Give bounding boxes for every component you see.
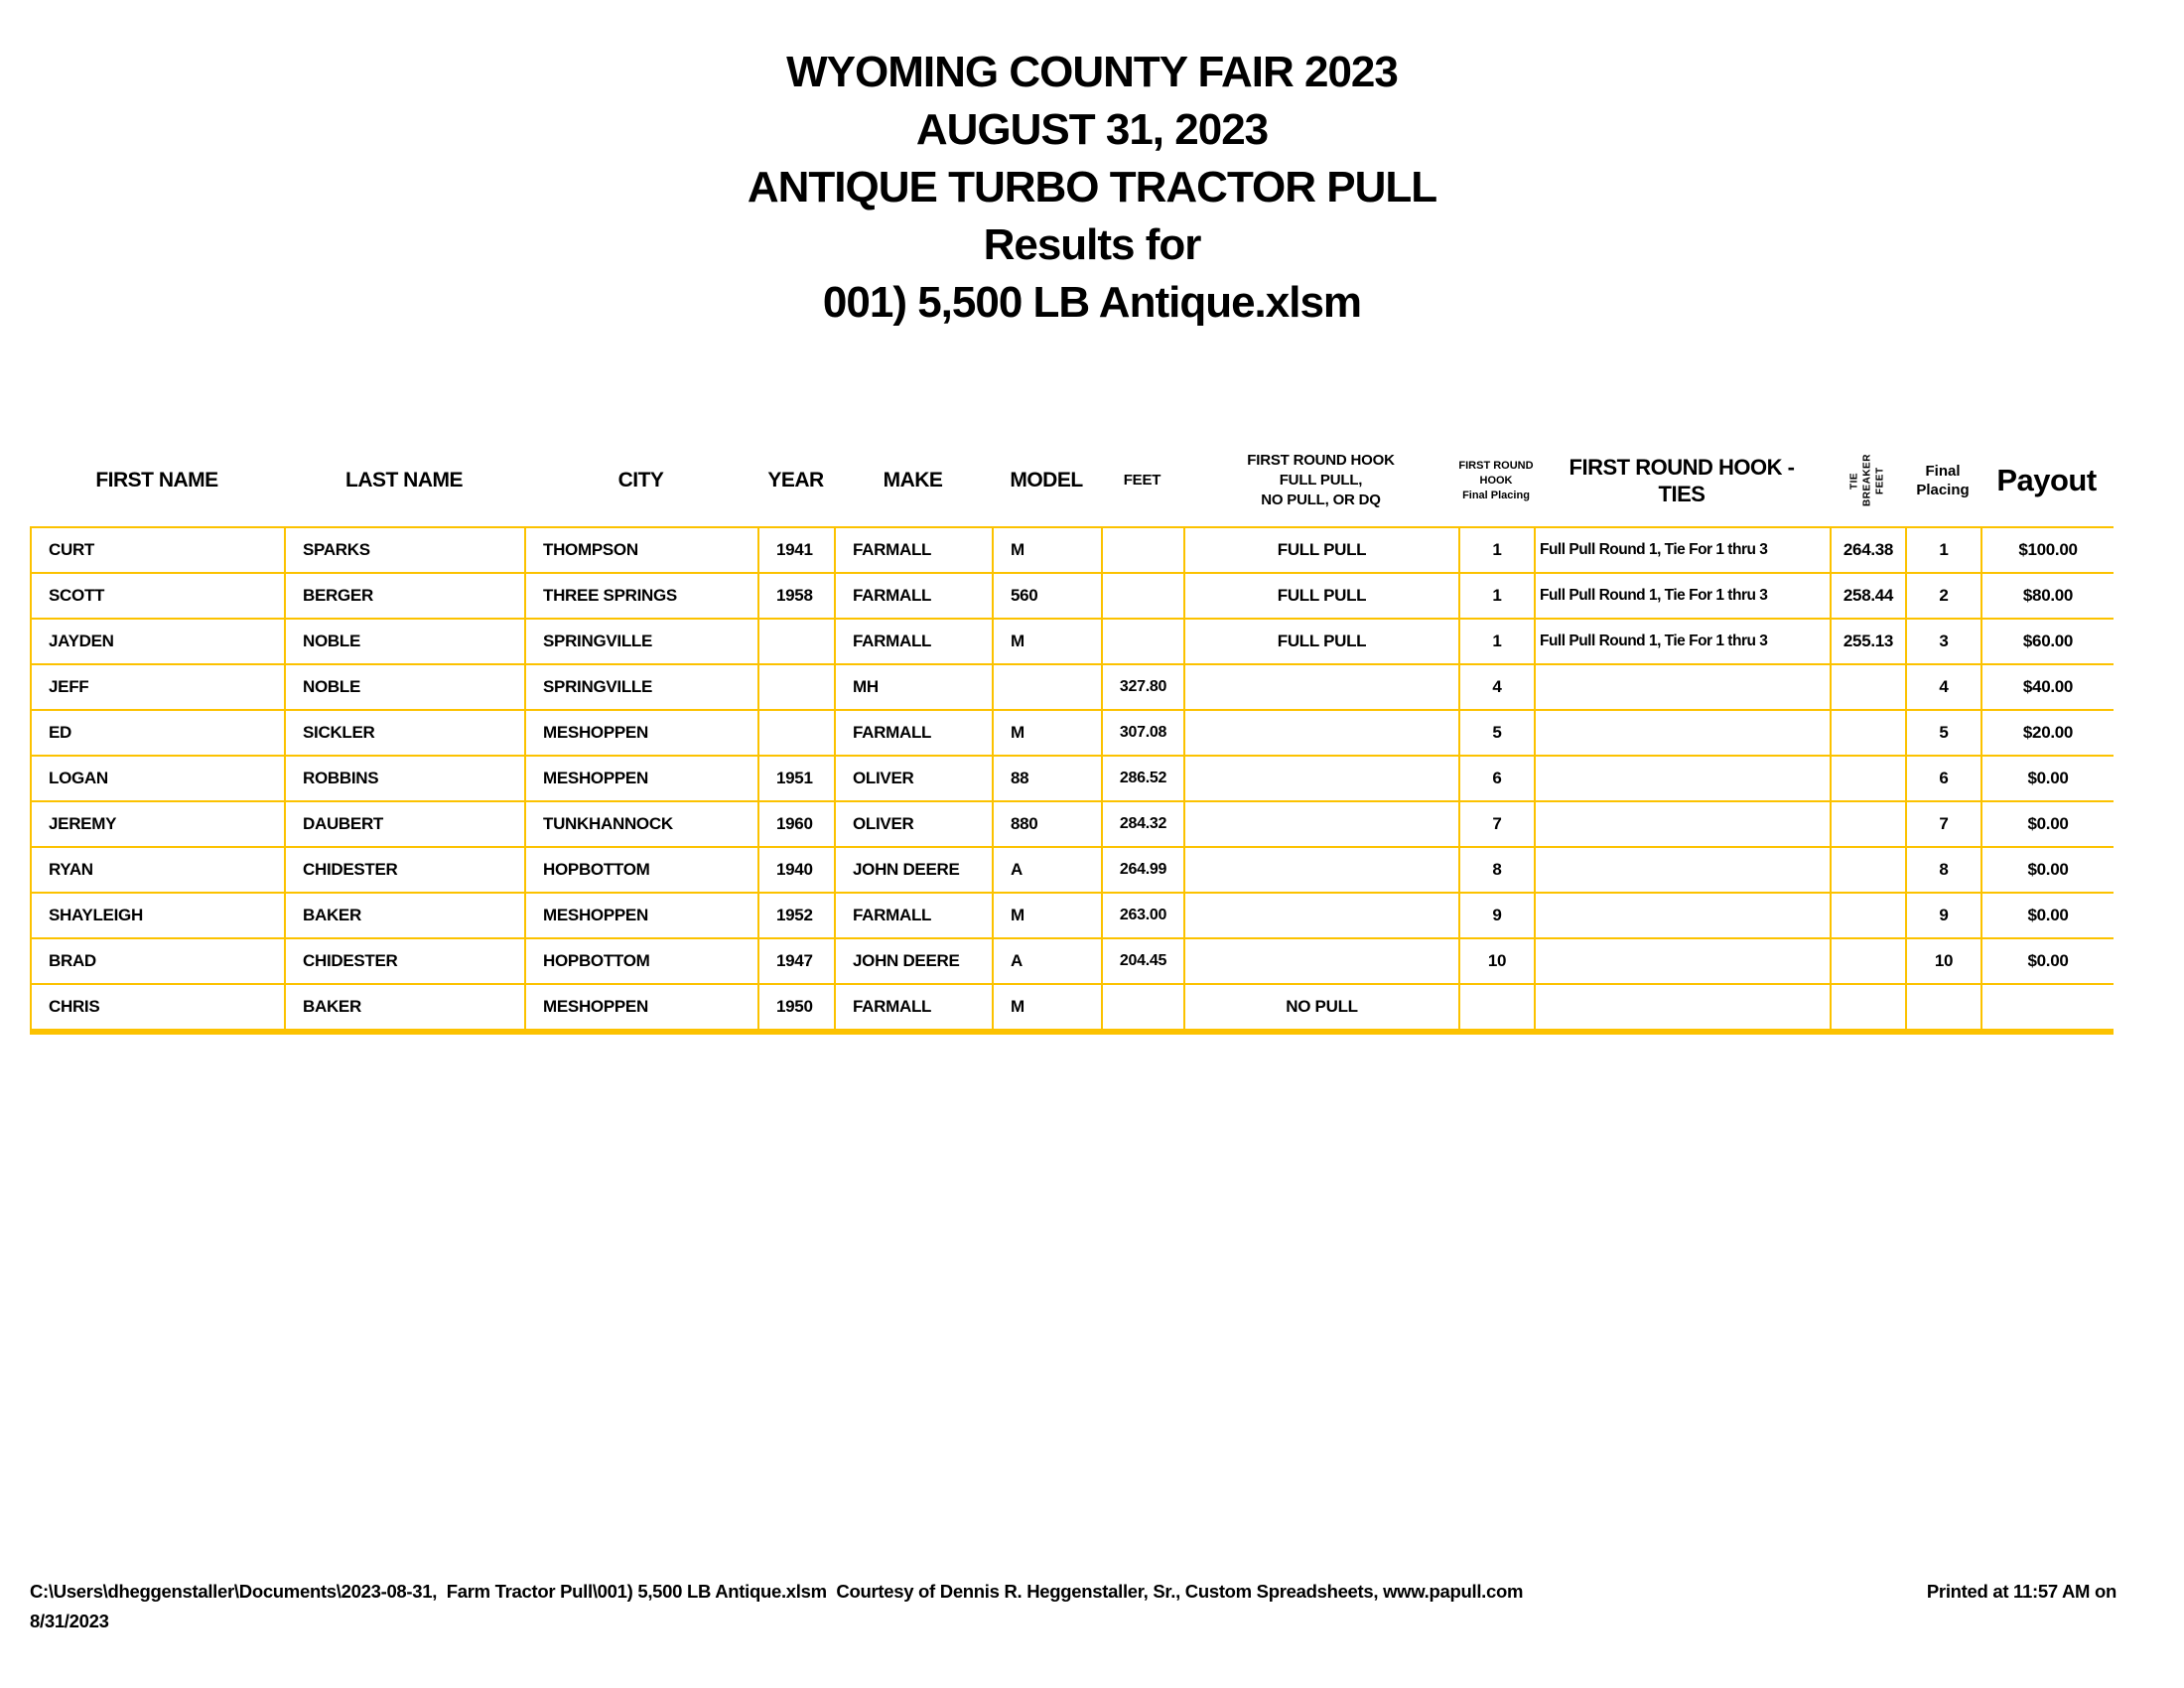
cell-year <box>758 664 835 710</box>
title-line-class: ANTIQUE TURBO TRACTOR PULL <box>747 163 1437 211</box>
title-line-date: AUGUST 31, 2023 <box>915 105 1269 154</box>
table-body <box>31 527 2114 1032</box>
cell-make: FARMALL <box>835 619 993 664</box>
cell-first-name: LOGAN <box>31 756 285 801</box>
cell-last-name: BERGER <box>285 573 525 619</box>
cell-payout: $0.00 <box>1981 938 2114 984</box>
cell-year <box>758 619 835 664</box>
table-row <box>31 938 2114 984</box>
cell-frh-final-placing: 9 <box>1459 893 1535 938</box>
cell-tie-breaker-feet: 255.13 <box>1831 619 1906 664</box>
cell-final-placing: 10 <box>1906 938 1981 984</box>
cell-final-placing: 4 <box>1906 664 1981 710</box>
cell-make: OLIVER <box>835 801 993 847</box>
table-row <box>31 893 2114 938</box>
cell-make: FARMALL <box>835 573 993 619</box>
cell-last-name: NOBLE <box>285 619 525 664</box>
cell-payout: $0.00 <box>1981 893 2114 938</box>
cell-first-round-hook <box>1184 847 1459 893</box>
cell-year <box>758 710 835 756</box>
cell-city: MESHOPPEN <box>525 756 758 801</box>
cell-city: MESHOPPEN <box>525 710 758 756</box>
cell-frh-final-placing: 1 <box>1459 527 1535 573</box>
footer-line-1 <box>30 1581 2116 1603</box>
cell-ties <box>1535 801 1831 847</box>
cell-last-name: NOBLE <box>285 664 525 710</box>
table-row <box>31 847 2114 893</box>
table-header-row <box>30 435 2113 526</box>
cell-model: A <box>993 847 1102 893</box>
cell-payout: $40.00 <box>1981 664 2114 710</box>
cell-last-name: CHIDESTER <box>285 938 525 984</box>
cell-ties <box>1535 756 1831 801</box>
cell-year: 1941 <box>758 527 835 573</box>
cell-feet <box>1102 573 1184 619</box>
results-table <box>30 526 2114 1035</box>
column-header-first-name: FIRST NAME <box>95 469 218 492</box>
column-header-year: YEAR <box>767 469 824 492</box>
footer-printed-at: Printed at 11:57 AM on <box>1926 1581 2116 1602</box>
cell-last-name: BAKER <box>285 893 525 938</box>
cell-ties <box>1535 710 1831 756</box>
cell-first-name: BRAD <box>31 938 285 984</box>
cell-make: JOHN DEERE <box>835 938 993 984</box>
cell-first-round-hook: NO PULL <box>1184 984 1459 1032</box>
cell-feet: 307.08 <box>1102 710 1184 756</box>
cell-frh-final-placing: 1 <box>1459 619 1535 664</box>
title-line-results: Results for <box>983 220 1201 269</box>
cell-frh-final-placing: 8 <box>1459 847 1535 893</box>
cell-last-name: DAUBERT <box>285 801 525 847</box>
table-row <box>31 756 2114 801</box>
column-header-city: CITY <box>617 469 664 492</box>
cell-model: 88 <box>993 756 1102 801</box>
cell-frh-final-placing <box>1459 984 1535 1032</box>
cell-first-round-hook <box>1184 938 1459 984</box>
cell-first-round-hook <box>1184 710 1459 756</box>
table-row <box>31 801 2114 847</box>
cell-tie-breaker-feet <box>1831 756 1906 801</box>
cell-tie-breaker-feet <box>1831 938 1906 984</box>
cell-last-name: BAKER <box>285 984 525 1032</box>
cell-feet: 327.80 <box>1102 664 1184 710</box>
cell-frh-final-placing: 1 <box>1459 573 1535 619</box>
cell-feet: 263.00 <box>1102 893 1184 938</box>
title-block <box>0 44 2184 332</box>
cell-model: 560 <box>993 573 1102 619</box>
column-header-tie-breaker-feet: TIE BREAKER FEET <box>1848 454 1886 507</box>
cell-feet: 204.45 <box>1102 938 1184 984</box>
footer <box>30 1581 2116 1632</box>
cell-first-name: CHRIS <box>31 984 285 1032</box>
cell-first-name: RYAN <box>31 847 285 893</box>
cell-ties <box>1535 893 1831 938</box>
cell-model: M <box>993 984 1102 1032</box>
column-header-payout: Payout <box>1996 463 2097 497</box>
cell-final-placing: 1 <box>1906 527 1981 573</box>
cell-city: MESHOPPEN <box>525 984 758 1032</box>
cell-city: MESHOPPEN <box>525 893 758 938</box>
cell-first-round-hook: FULL PULL <box>1184 527 1459 573</box>
table-row <box>31 619 2114 664</box>
cell-tie-breaker-feet: 258.44 <box>1831 573 1906 619</box>
cell-model: 880 <box>993 801 1102 847</box>
cell-final-placing: 9 <box>1906 893 1981 938</box>
cell-first-name: JEREMY <box>31 801 285 847</box>
cell-feet: 284.32 <box>1102 801 1184 847</box>
cell-tie-breaker-feet: 264.38 <box>1831 527 1906 573</box>
cell-last-name: CHIDESTER <box>285 847 525 893</box>
cell-ties <box>1535 847 1831 893</box>
cell-frh-final-placing: 6 <box>1459 756 1535 801</box>
title-line-event: WYOMING COUNTY FAIR 2023 <box>786 48 1398 96</box>
cell-make: OLIVER <box>835 756 993 801</box>
table-row <box>31 710 2114 756</box>
column-header-last-name: LAST NAME <box>345 469 463 492</box>
column-header-final-placing: Final Placing <box>1916 463 1970 498</box>
cell-first-name: SHAYLEIGH <box>31 893 285 938</box>
cell-city: THOMPSON <box>525 527 758 573</box>
table-row <box>31 573 2114 619</box>
cell-city: TUNKHANNOCK <box>525 801 758 847</box>
cell-year: 1950 <box>758 984 835 1032</box>
cell-feet <box>1102 619 1184 664</box>
cell-year: 1947 <box>758 938 835 984</box>
cell-payout: $0.00 <box>1981 801 2114 847</box>
column-header-first-round-hook: FIRST ROUND HOOK FULL PULL, NO PULL, OR DQ <box>1247 452 1395 508</box>
cell-city: THREE SPRINGS <box>525 573 758 619</box>
cell-tie-breaker-feet <box>1831 664 1906 710</box>
cell-model: M <box>993 619 1102 664</box>
cell-tie-breaker-feet <box>1831 893 1906 938</box>
cell-ties <box>1535 938 1831 984</box>
cell-first-round-hook: FULL PULL <box>1184 619 1459 664</box>
cell-frh-final-placing: 4 <box>1459 664 1535 710</box>
cell-payout: $100.00 <box>1981 527 2114 573</box>
cell-ties: Full Pull Round 1, Tie For 1 thru 3 <box>1535 527 1831 573</box>
cell-city: HOPBOTTOM <box>525 847 758 893</box>
cell-tie-breaker-feet <box>1831 710 1906 756</box>
cell-tie-breaker-feet <box>1831 801 1906 847</box>
cell-make: FARMALL <box>835 527 993 573</box>
cell-year: 1958 <box>758 573 835 619</box>
cell-city: SPRINGVILLE <box>525 664 758 710</box>
cell-frh-final-placing: 5 <box>1459 710 1535 756</box>
footer-file-path: C:\Users\dheggenstaller\Documents\2023-08-31, Farm Tractor Pull\001) 5,500 LB Antique.xlsm Courtesy of Dennis R. Heggenstaller, Sr., Custom Spreadsheets, www.papull.com <box>30 1581 1524 1602</box>
cell-final-placing <box>1906 984 1981 1032</box>
cell-make: FARMALL <box>835 710 993 756</box>
column-header-make: MAKE <box>883 469 943 492</box>
cell-first-name: CURT <box>31 527 285 573</box>
footer-printed-date: 8/31/2023 <box>30 1611 109 1631</box>
cell-model: M <box>993 527 1102 573</box>
cell-city: HOPBOTTOM <box>525 938 758 984</box>
table-row <box>31 984 2114 1032</box>
cell-year: 1960 <box>758 801 835 847</box>
cell-final-placing: 8 <box>1906 847 1981 893</box>
cell-payout: $80.00 <box>1981 573 2114 619</box>
cell-first-name: JEFF <box>31 664 285 710</box>
cell-ties <box>1535 984 1831 1032</box>
cell-feet: 286.52 <box>1102 756 1184 801</box>
cell-last-name: SPARKS <box>285 527 525 573</box>
cell-tie-breaker-feet <box>1831 847 1906 893</box>
column-header-model: MODEL <box>1010 469 1083 492</box>
table-row <box>31 664 2114 710</box>
cell-payout: $0.00 <box>1981 847 2114 893</box>
table-row <box>31 527 2114 573</box>
cell-last-name: ROBBINS <box>285 756 525 801</box>
cell-feet <box>1102 527 1184 573</box>
cell-ties: Full Pull Round 1, Tie For 1 thru 3 <box>1535 573 1831 619</box>
cell-final-placing: 3 <box>1906 619 1981 664</box>
cell-final-placing: 7 <box>1906 801 1981 847</box>
cell-payout: $0.00 <box>1981 756 2114 801</box>
cell-first-round-hook <box>1184 893 1459 938</box>
cell-final-placing: 6 <box>1906 756 1981 801</box>
column-header-feet: FEET <box>1123 472 1161 489</box>
cell-model: M <box>993 710 1102 756</box>
cell-year: 1952 <box>758 893 835 938</box>
cell-frh-final-placing: 10 <box>1459 938 1535 984</box>
column-header-ties: FIRST ROUND HOOK - TIES <box>1569 455 1795 506</box>
column-header-frh-final-placing: FIRST ROUND HOOK Final Placing <box>1458 459 1534 501</box>
cell-make: FARMALL <box>835 984 993 1032</box>
cell-first-round-hook <box>1184 801 1459 847</box>
cell-make: JOHN DEERE <box>835 847 993 893</box>
cell-first-name: ED <box>31 710 285 756</box>
cell-first-name: SCOTT <box>31 573 285 619</box>
title-line-filename: 001) 5,500 LB Antique.xlsm <box>822 278 1362 327</box>
cell-first-name: JAYDEN <box>31 619 285 664</box>
cell-feet <box>1102 984 1184 1032</box>
cell-model: M <box>993 893 1102 938</box>
cell-first-round-hook <box>1184 664 1459 710</box>
cell-last-name: SICKLER <box>285 710 525 756</box>
cell-ties <box>1535 664 1831 710</box>
cell-city: SPRINGVILLE <box>525 619 758 664</box>
cell-first-round-hook: FULL PULL <box>1184 573 1459 619</box>
cell-year: 1940 <box>758 847 835 893</box>
cell-year: 1951 <box>758 756 835 801</box>
cell-final-placing: 5 <box>1906 710 1981 756</box>
cell-feet: 264.99 <box>1102 847 1184 893</box>
cell-payout <box>1981 984 2114 1032</box>
cell-payout: $60.00 <box>1981 619 2114 664</box>
cell-payout: $20.00 <box>1981 710 2114 756</box>
cell-tie-breaker-feet <box>1831 984 1906 1032</box>
cell-model <box>993 664 1102 710</box>
cell-model: A <box>993 938 1102 984</box>
cell-ties: Full Pull Round 1, Tie For 1 thru 3 <box>1535 619 1831 664</box>
cell-frh-final-placing: 7 <box>1459 801 1535 847</box>
cell-final-placing: 2 <box>1906 573 1981 619</box>
cell-make: FARMALL <box>835 893 993 938</box>
cell-make: MH <box>835 664 993 710</box>
cell-first-round-hook <box>1184 756 1459 801</box>
